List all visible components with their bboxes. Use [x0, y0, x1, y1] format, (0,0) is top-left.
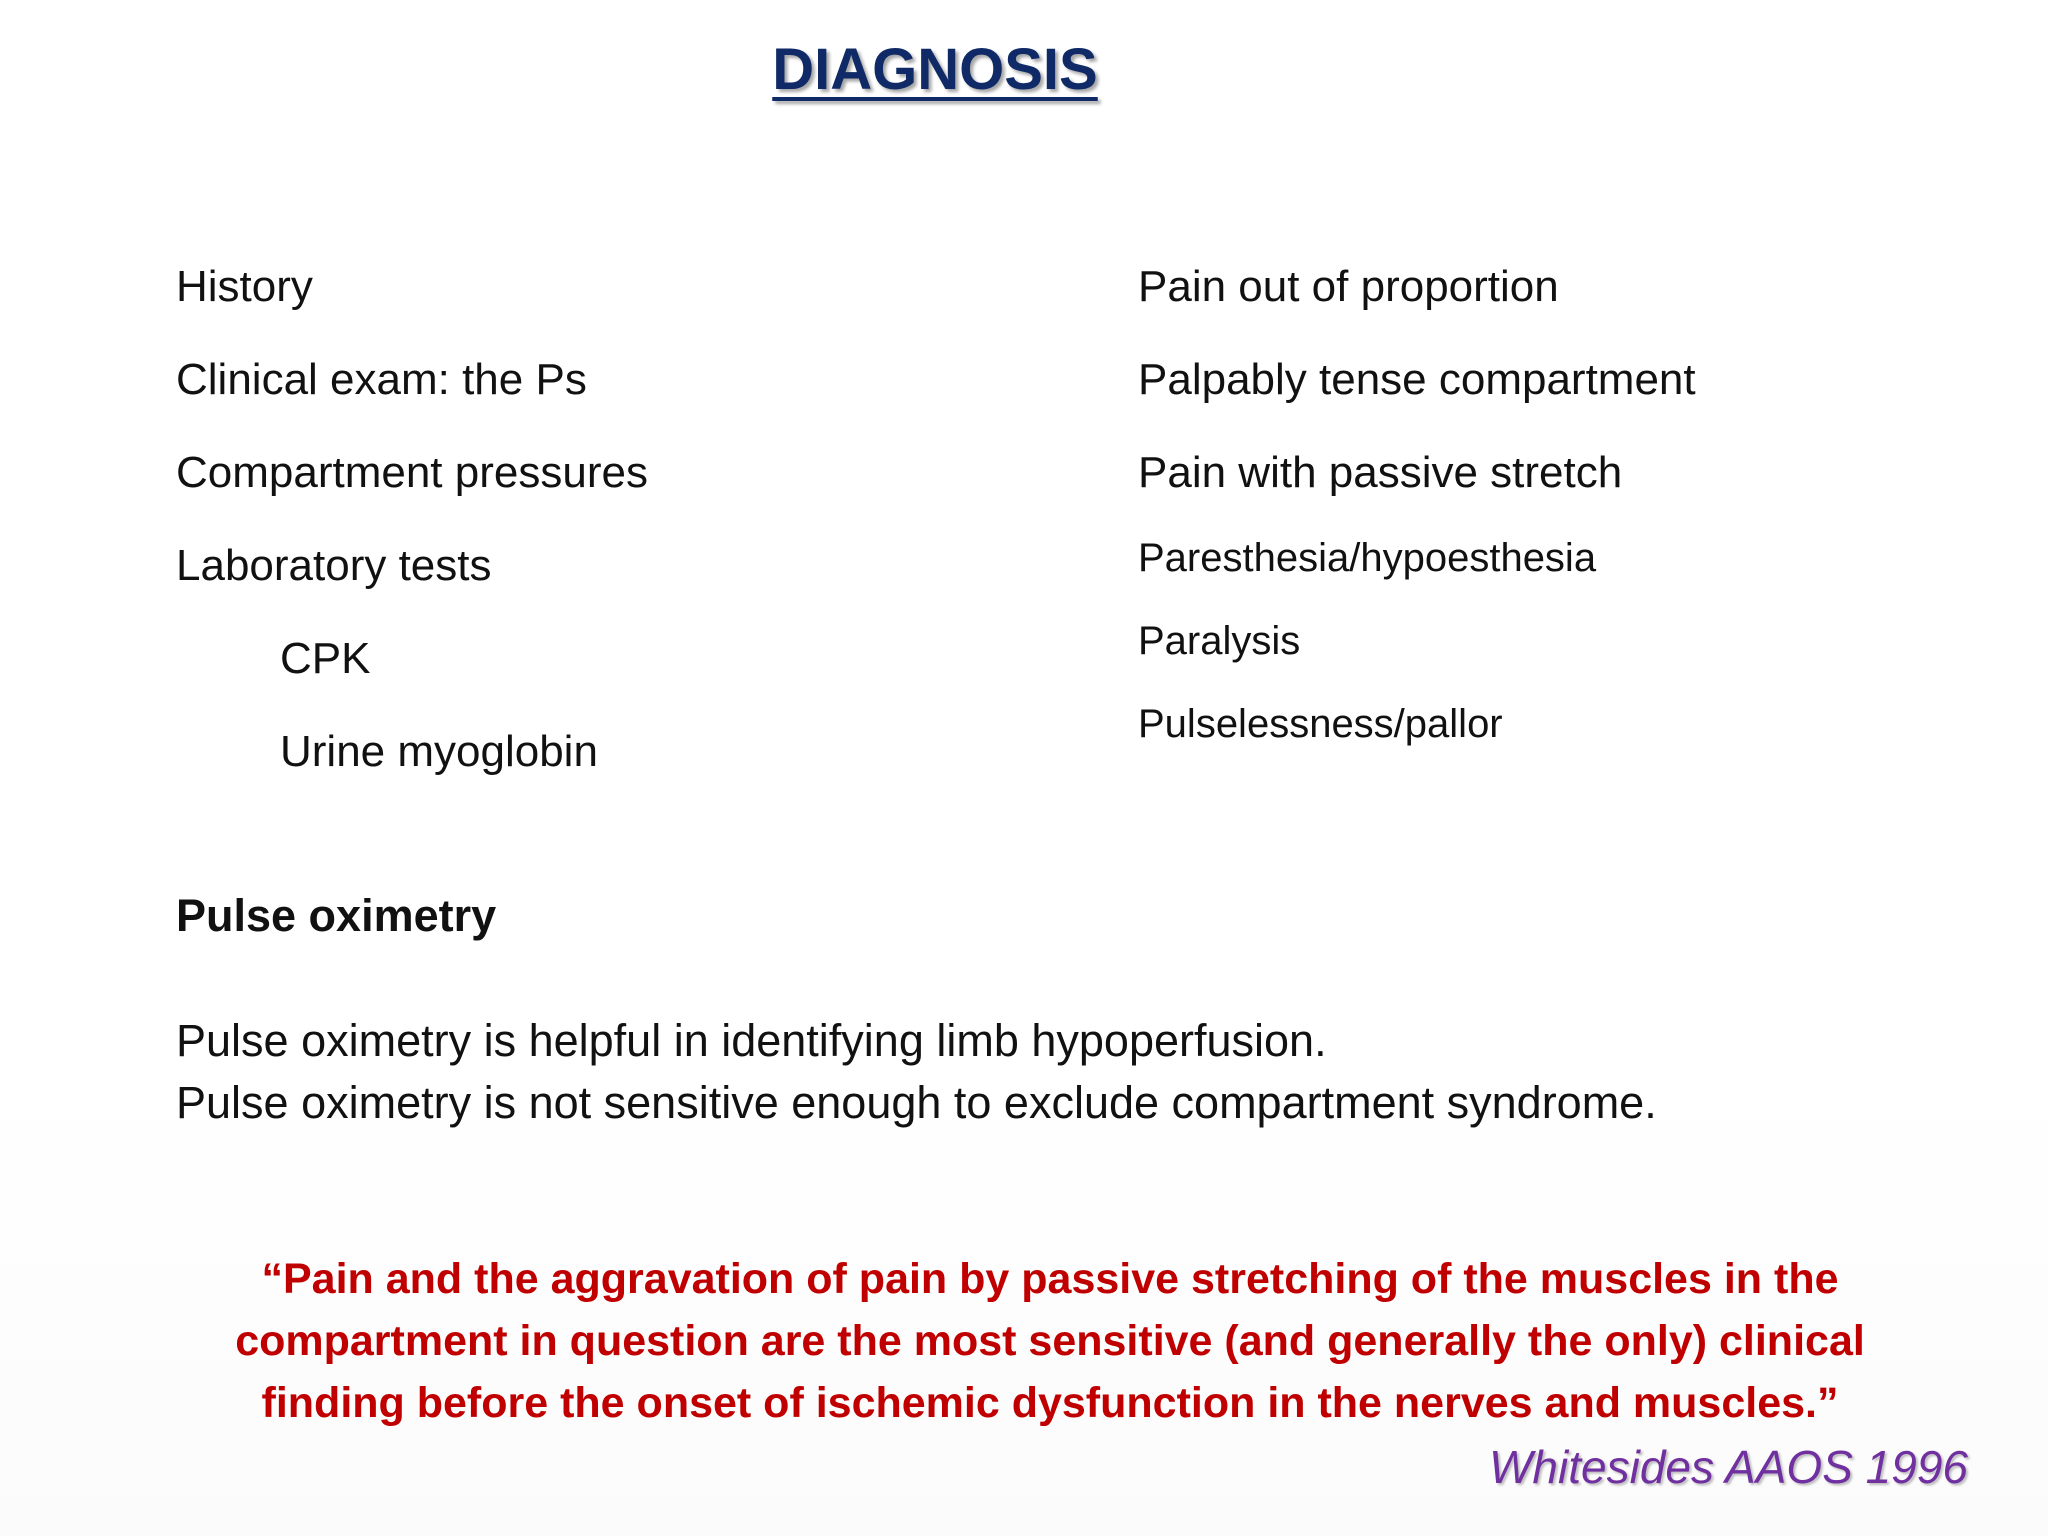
- right-list-item-paralysis: Paralysis: [1138, 619, 1301, 663]
- pulse-oximetry-line: Pulse oximetry is helpful in identifying limb hypoperfusion.: [176, 1015, 1327, 1066]
- quote-line: compartment in question are the most sensitive (and generally the only) clinical: [235, 1317, 1865, 1365]
- quote-line: “Pain and the aggravation of pain by passive stretching of the muscles in the: [261, 1255, 1839, 1303]
- pulse-oximetry-paragraph: [176, 1010, 1657, 1134]
- left-list-subitem-cpk: CPK: [280, 634, 371, 683]
- right-list-item-pain-out-of-proportion: Pain out of proportion: [1138, 262, 1559, 311]
- quote-block: [140, 1248, 1960, 1434]
- pulse-oximetry-heading: Pulse oximetry: [176, 890, 497, 941]
- left-list-item-laboratory-tests: Laboratory tests: [176, 541, 492, 590]
- left-list-subitem-urine-myoglobin: Urine myoglobin: [280, 727, 598, 776]
- right-list-item-pulselessness: Pulselessness/pallor: [1138, 702, 1503, 746]
- left-list-item-clinical-exam: Clinical exam: the Ps: [176, 355, 587, 404]
- left-list-item-compartment-pressures: Compartment pressures: [176, 448, 648, 497]
- quote-line: finding before the onset of ischemic dysfunction in the nerves and muscles.”: [261, 1379, 1839, 1427]
- slide-title: DIAGNOSIS: [772, 37, 1098, 102]
- pulse-oximetry-line: Pulse oximetry is not sensitive enough to exclude compartment syndrome.: [176, 1077, 1657, 1128]
- quote-citation: Whitesides AAOS 1996: [1489, 1441, 1968, 1493]
- right-list-item-paresthesia: Paresthesia/hypoesthesia: [1138, 536, 1597, 580]
- right-list-item-pain-passive-stretch: Pain with passive stretch: [1138, 448, 1623, 497]
- right-list-item-palpably-tense: Palpably tense compartment: [1138, 355, 1696, 404]
- left-list-item-history: History: [176, 262, 313, 311]
